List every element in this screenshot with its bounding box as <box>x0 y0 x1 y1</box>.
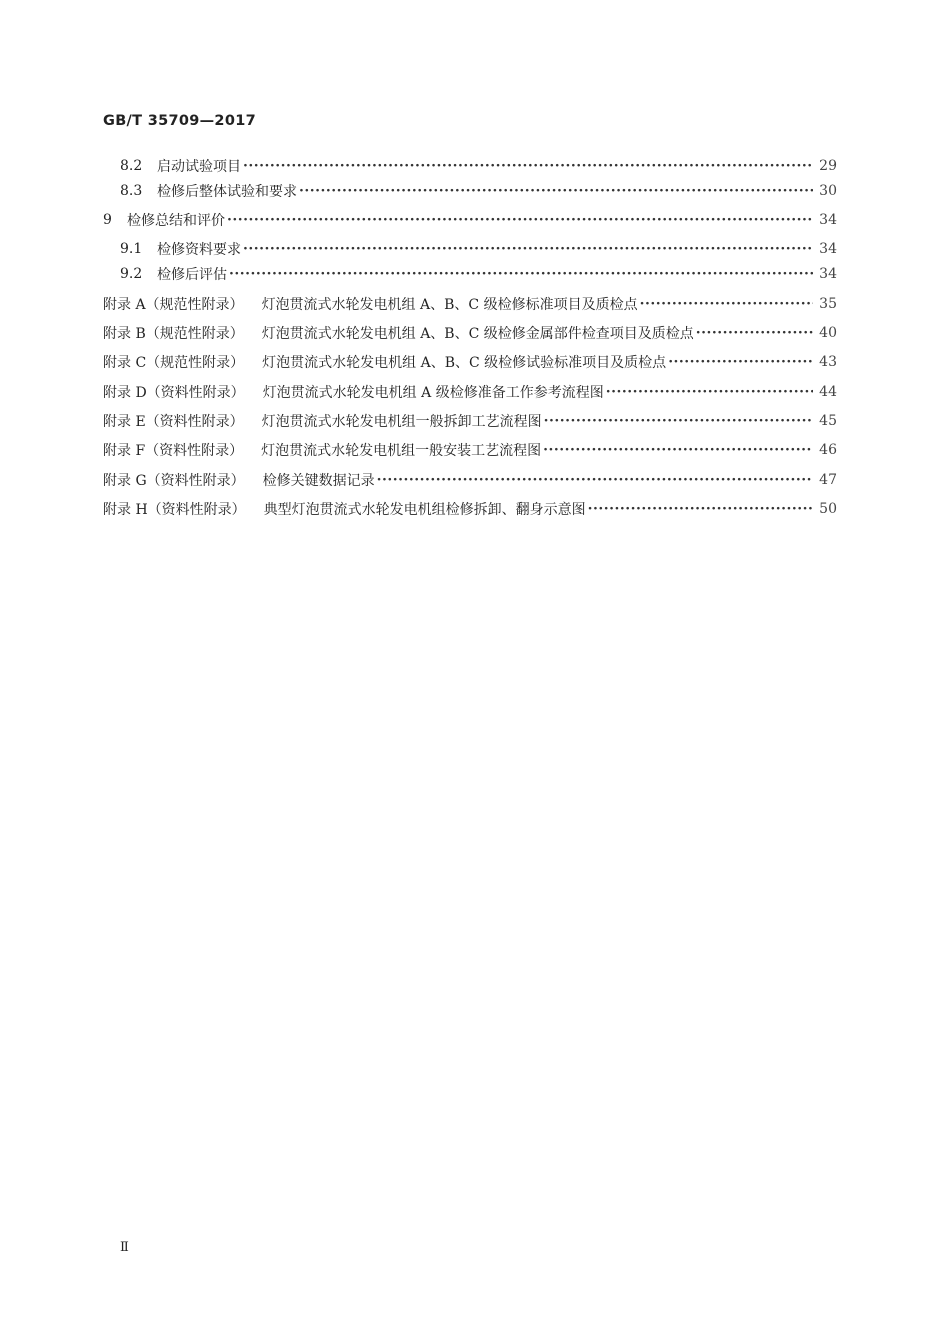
toc-entry-9-2[interactable] <box>120 263 837 285</box>
toc-entry-page: 45 <box>819 413 837 429</box>
toc-entry-title: 灯泡贯流式水轮发电机组 A 级检修准备工作参考流程图 <box>262 385 604 401</box>
toc-entry-number: 附录 E（资料性附录） <box>103 414 244 430</box>
toc-entry-number: 9.2 <box>120 266 143 282</box>
dot-leader <box>243 238 813 260</box>
toc-entry-appendix-b[interactable] <box>103 322 837 344</box>
toc-entry-number: 8.2 <box>120 158 143 174</box>
toc-entry-title: 检修总结和评价 <box>127 213 225 229</box>
toc-entry-title: 典型灯泡贯流式水轮发电机组检修拆卸、翻身示意图 <box>263 502 586 518</box>
standard-number-header: GB/T 35709—2017 <box>103 113 256 129</box>
toc-entry-page: 44 <box>819 384 837 400</box>
toc-entry-9[interactable] <box>103 209 837 231</box>
toc-entry-8-3[interactable] <box>120 180 837 202</box>
toc-entry-title: 检修资料要求 <box>157 242 241 258</box>
toc-entry-appendix-g[interactable] <box>103 469 837 491</box>
toc-entry-number: 附录 D（资料性附录） <box>103 385 245 401</box>
toc-entry-page: 50 <box>819 501 837 517</box>
toc-entry-title: 检修后整体试验和要求 <box>157 184 297 200</box>
toc-entry-title: 灯泡贯流式水轮发电机组一般拆卸工艺流程图 <box>261 414 542 430</box>
toc-entry-appendix-e[interactable] <box>103 410 837 432</box>
toc-entry-number: 附录 C（规范性附录） <box>103 355 245 371</box>
toc-entry-title: 启动试验项目 <box>157 159 241 175</box>
toc-entry-number: 附录 A（规范性附录） <box>103 297 244 313</box>
toc-entry-number: 9.1 <box>120 241 143 257</box>
toc-entry-title: 灯泡贯流式水轮发电机组 A、B、C 级检修标准项目及质检点 <box>261 297 638 313</box>
toc-entry-title: 检修后评估 <box>157 267 227 283</box>
toc-entry-8-2[interactable] <box>120 155 837 177</box>
toc-entry-page: 47 <box>819 472 837 488</box>
toc-entry-appendix-h[interactable] <box>103 498 837 520</box>
dot-leader <box>668 351 813 373</box>
dot-leader <box>543 439 813 461</box>
toc-entry-page: 46 <box>819 442 837 458</box>
toc-entry-number: 附录 F（资料性附录） <box>103 443 244 459</box>
toc-entry-title: 灯泡贯流式水轮发电机组 A、B、C 级检修金属部件检查项目及质检点 <box>261 326 694 342</box>
toc-entry-number: 8.3 <box>120 183 143 199</box>
page-number-footer: Ⅱ <box>120 1240 129 1255</box>
toc-entry-page: 30 <box>819 183 837 199</box>
toc-entry-page: 34 <box>819 241 837 257</box>
toc-entry-page: 34 <box>819 266 837 282</box>
toc-entry-page: 40 <box>819 325 837 341</box>
toc-entry-title: 灯泡贯流式水轮发电机组 A、B、C 级检修试验标准项目及质检点 <box>262 355 667 371</box>
toc-entry-title: 检修关键数据记录 <box>262 473 375 489</box>
dot-leader <box>377 469 814 491</box>
toc-entry-number: 附录 B（规范性附录） <box>103 326 244 342</box>
dot-leader <box>544 410 814 432</box>
toc-entry-page: 35 <box>819 296 837 312</box>
toc-entry-appendix-c[interactable] <box>103 351 837 373</box>
dot-leader <box>588 498 814 520</box>
dot-leader <box>299 180 813 202</box>
toc-entry-9-1[interactable] <box>120 238 837 260</box>
toc-entry-number: 附录 G（资料性附录） <box>103 473 245 489</box>
toc-entry-appendix-d[interactable] <box>103 381 837 403</box>
dot-leader <box>640 293 814 315</box>
dot-leader <box>606 381 813 403</box>
toc-entry-title: 灯泡贯流式水轮发电机组一般安装工艺流程图 <box>261 443 542 459</box>
toc-entry-appendix-f[interactable] <box>103 439 837 461</box>
dot-leader <box>696 322 813 344</box>
toc-entry-page: 29 <box>819 158 837 174</box>
toc-entry-page: 34 <box>819 212 837 228</box>
dot-leader <box>227 209 813 231</box>
dot-leader <box>243 155 813 177</box>
dot-leader <box>229 263 813 285</box>
toc-entry-number: 9 <box>103 212 112 228</box>
toc-entry-page: 43 <box>819 354 837 370</box>
toc-entry-number: 附录 H（资料性附录） <box>103 502 246 518</box>
toc-entry-appendix-a[interactable] <box>103 293 837 315</box>
